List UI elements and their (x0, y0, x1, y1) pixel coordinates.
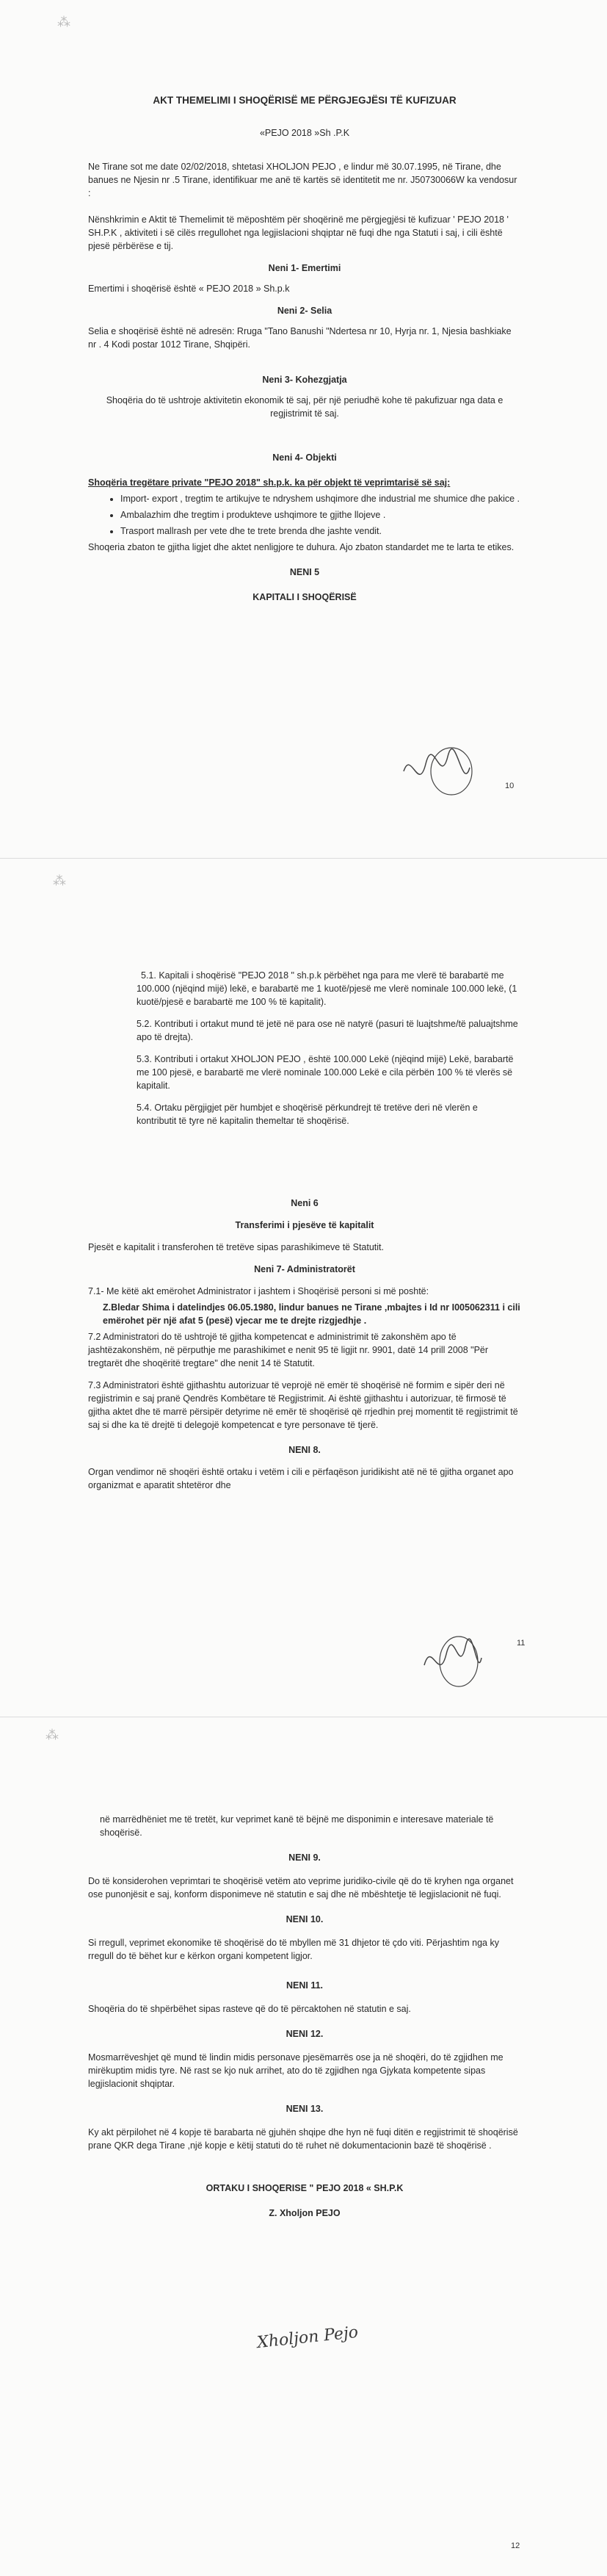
section-7-1: 7.1- Me këtë akt emërohet Administrator i jashtem i Shoqërisë personi si më poshtë: (88, 1286, 429, 1296)
section-7-3: 7.3 Administratori është gjithashtu autorizuar të veprojë në emër të shoqërisë në formim e sipër deri në regjistrimin e saj pranë Qendrës Kombëtare të Regjistrimit. Ai është gjithashtu i autorizuar, të firmosë të gjitha aktet dhe të marrë përsipër detyrime në emër të shoqërisë që rrjedhin prej momentit të regjistrimit të saj si dhe ka të drejtë ti delegojë kompetencat e tyre personave të tjerë. (88, 1380, 518, 1430)
article-9-text: Do të konsiderohen veprimtari te shoqërisë vetëm ato veprime juridiko-civile që do të kryhen nga organet ose punonjësit e saj, konform disponimeve në statutin e saj dhe në mbështetje të legjislacionit në fuqi. (88, 1876, 514, 1899)
article-6-heading: Neni 6 (291, 1198, 319, 1208)
page2-content (137, 969, 518, 1128)
page1-content (88, 94, 521, 604)
activities-list (88, 492, 521, 538)
document-page-3 (0, 1717, 607, 2576)
article-2-text: Selia e shoqërisë është në adresën: Rruga "Tano Banushi "Ndertesa nr 10, Hyrja nr. 1, Njesia bashkiake nr . 4 Kodi postar 1012 Tirane, Shqipëri. (88, 326, 512, 350)
list-item: • Ambalazhim dhe tregtim i produkteve ushqimore te gjithe llojeve . (120, 508, 521, 522)
article-4-heading: Neni 4- Objekti (272, 452, 337, 463)
staple-mark: ⁂ (57, 15, 70, 29)
article-8-heading: NENI 8. (288, 1445, 321, 1455)
list-item: • Import- export , tregtim te artikujve te ndryshem ushqimore dhe industrial me shumice dhe pakice . (120, 492, 521, 505)
signatory-heading: ORTAKU I SHOQERISE " PEJO 2018 « SH.P.K (206, 2183, 404, 2193)
article-12-text: Mosmarrëveshjet që mund të lindin midis personave pjesëmarrës ose ja në shoqëri, do të zgjidhen me mirëkuptim midis tyre. Në rast se kjo nuk arrihet, ato do të zgjidhen nga Gjykata kompetente sipas legjislacionit shqiptar. (88, 2052, 504, 2089)
signature-mark-1 (396, 742, 477, 801)
article-7-heading: Neni 7- Administratorët (254, 1264, 355, 1274)
article-4-after: Shoqeria zbaton te gjitha ligjet dhe aktet nenligjore te duhura. Ajo zbaton standardet me te larta te etikes. (88, 542, 515, 552)
section-5-2: 5.2. Kontributi i ortakut mund të jetë në para ose në natyrë (pasuri të luajtshme/të paluajtshme apo të drejta). (137, 1019, 518, 1042)
article-4-lead: Shoqëria tregëtare private "PEJO 2018" sh.p.k. ka për objekt të veprimtarisë së saj: (88, 477, 451, 488)
section-5-3: 5.3. Kontributi i ortakut XHOLJON PEJO , është 100.000 Lekë (njëqind mijë) Lekë, barabartë me 100 pjesë, e barabartë me vlerë nominale 100.000 Lekë e cila përbën 100 % të vlerës së kapitalit. (137, 1054, 514, 1091)
section-5-1: 5.1. Kapitali i shoqërisë "PEJO 2018 " sh.p.k përbëhet nga para me vlerë të barabartë me 100.000 (njëqind mijë) lekë, e barabartë me 1 kuotë/pjesë me vlerë nominale 100.000 lekë, (1 kuotë/pjesë e barabartë me 100 % të kapitalit). (137, 970, 517, 1007)
document-title: AKT THEMELIMI I SHOQËRISË ME PËRGJEGJËSI TË KUFIZUAR (153, 95, 457, 106)
article-9-heading: NENI 9. (288, 1852, 321, 1863)
page-number: 10 (505, 782, 515, 790)
page-number: 11 (517, 1639, 526, 1648)
staple-mark: ⁂ (46, 1728, 59, 1742)
intro-paragraph-2: Nënshkrimin e Aktit të Themelimit të mëposhtëm për shoqërinë me përgjegjësi të kufizuar ' PEJO 2018 ' SH.P.K , aktiviteti i së cilës rregullohet nga legjislacioni shqiptar në fuqi dhe nga Statuti i saj, i cili është pjesë përbërëse e tij. (88, 214, 509, 251)
page2-content-lower (88, 1197, 521, 1492)
article-5-heading: NENI 5 (289, 567, 320, 577)
article-5-subheading: KAPITALI I SHOQËRISË (252, 592, 357, 602)
intro-paragraph: Ne Tirane sot me date 02/02/2018, shtetasi XHOLJON PEJO , e lindur më 30.07.1995, në Tirane, dhe banues ne Njesin nr .5 Tirane, identifikuar me anë të kartës së identitetit me nr. J50730066W ka vendosur : (88, 162, 517, 198)
article-3-text: Shoqëria do të ushtroje aktivitetin ekonomik të saj, për një periudhë kohe të pakufizuar nga data e regjistrimit të saj. (106, 395, 504, 419)
document-page-2 (0, 859, 607, 1717)
handwritten-signature: Xholjon Pejo (256, 2323, 360, 2353)
staple-mark: ⁂ (53, 873, 66, 888)
article-1-text: Emertimi i shoqërisë është « PEJO 2018 » Sh.p.k (88, 284, 290, 294)
article-10-text: Si rregull, veprimet ekonomike të shoqërisë do të mbyllen më 31 dhjetor të çdo viti. Përjashtim nga ky rregull do të bëhet kur e kërkon organi kompetent ligjor. (88, 1938, 499, 1961)
list-item: • Trasport mallrash per vete dhe te trete brenda dhe jashte vendit. (120, 524, 521, 538)
section-7-2: 7.2 Administratori do të ushtrojë të gjitha kompetencat e administrimit të zakonshëm apo të jashtëzakonshëm, në përputhje me parashikimet e nenit 95 të ligjit nr. 9901, datë 14 prill 2008 "Për tregtarët dhe shoqëritë tregtare" dhe nenit 14 të Statutit. (88, 1332, 489, 1368)
article-13-heading: NENI 13. (286, 2104, 324, 2114)
article-6-subheading: Transferimi i pjesëve të kapitalit (235, 1220, 374, 1230)
article-1-heading: Neni 1- Emertimi (268, 263, 341, 273)
article-8-text: Organ vendimor në shoqëri është ortaku i vetëm i cili e përfaqëson juridikisht atë në të gjitha organet apo organizmat e aparatit shtetëror dhe (88, 1467, 514, 1490)
article-6-text: Pjesët e kapitalit i transferohen të tretëve sipas parashikimeve të Statutit. (88, 1242, 384, 1252)
article-13-text: Ky akt përpilohet në 4 kopje të barabarta në gjuhën shqipe dhe hyn në fuqi ditën e regjistrimit të shoqërisë prane QKR dega Tirane ,një kopje e këtij statuti do të ruhet në dokumentacionin bazë të shoqërisë . (88, 2127, 518, 2151)
document-page-1 (0, 0, 607, 858)
article-8-continued: në marrëdhëniet me të tretët, kur veprimet kanë të bëjnë me disponimin e interesave materiale të shoqërisë. (100, 1814, 494, 1838)
article-10-heading: NENI 10. (286, 1914, 324, 1924)
administrator-details: Z.Bledar Shima i datelindjes 06.05.1980, lindur banues ne Tirane ,mbajtes i Id nr I005062311 i cili emërohet për një afat 5 (pesë) vjecar me te drejte rizgjedhje . (103, 1302, 520, 1326)
signature-mark-2 (418, 1628, 484, 1695)
article-11-heading: NENI 11. (286, 1980, 324, 1991)
company-subtitle: «PEJO 2018 »Sh .P.K (259, 128, 350, 138)
section-5-4: 5.4. Ortaku përgjigjet për humbjet e shoqërisë përkundrejt të tretëve deri në vlerën e kontributit të tyre në kapitalin themeltar të shoqërisë. (137, 1103, 478, 1126)
page-number: 12 (511, 2541, 520, 2550)
article-12-heading: NENI 12. (286, 2029, 324, 2039)
article-3-heading: Neni 3- Kohezgjatja (262, 375, 347, 385)
article-2-heading: Neni 2- Selia (277, 306, 332, 316)
page3-content (88, 1813, 521, 2220)
signatory-name: Z. Xholjon PEJO (269, 2208, 341, 2218)
article-11-text: Shoqëria do të shpërbëhet sipas rasteve që do të përcaktohen në statutin e saj. (88, 2004, 411, 2014)
